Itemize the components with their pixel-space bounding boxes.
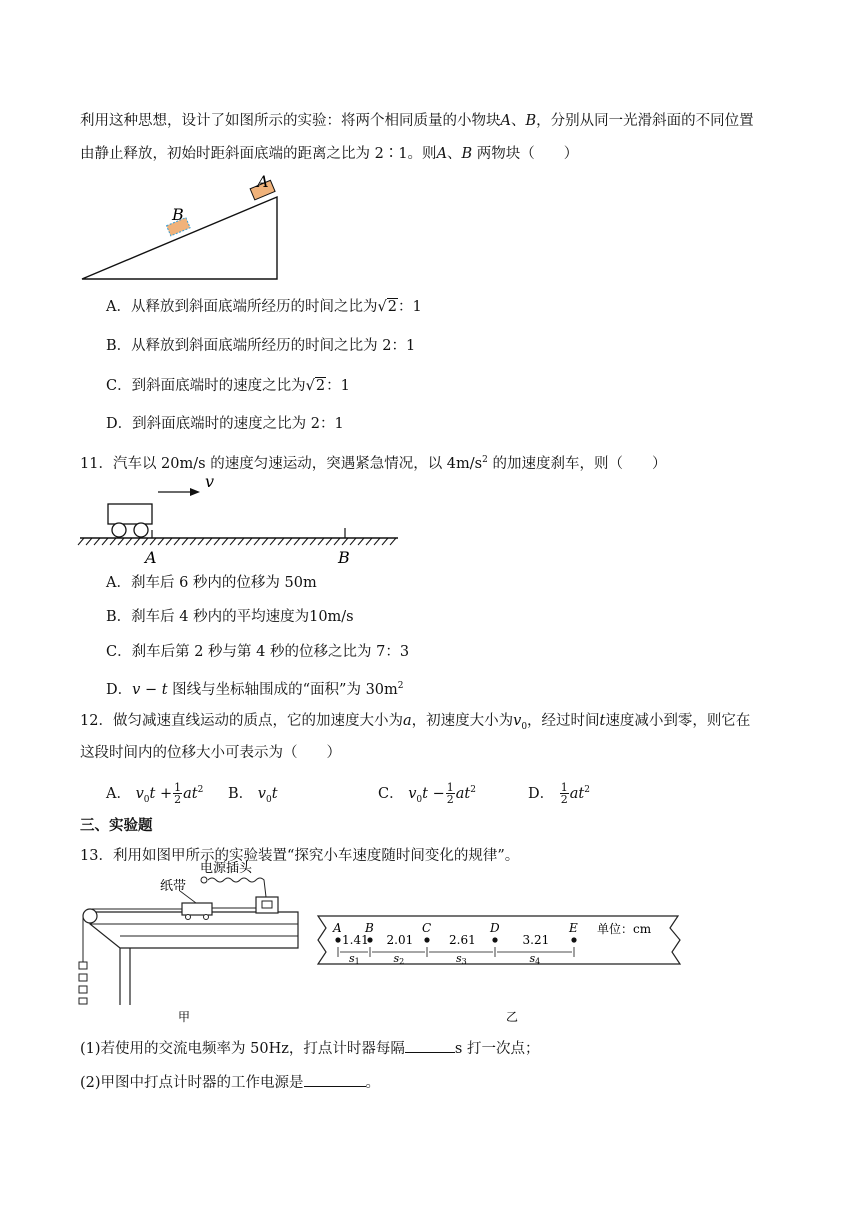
tape-unit: 单位：cm — [597, 922, 652, 936]
q12-optC-math: $v_0t$ − — [408, 785, 445, 805]
q12-optA-label: A． — [106, 785, 131, 802]
answer-blank-1[interactable] — [405, 1038, 455, 1053]
q10-optA-text: A．从释放到斜面底端所经历的时间之比为 — [106, 299, 378, 315]
q12-stem-text-d: 速度减小到零，则它在 — [605, 713, 751, 729]
q10-stem-text: 利用这种思想，设计了如图所示的实验：将两个相同质量的小物块 — [80, 113, 501, 129]
q12-optB-math: $v_0t$ — [257, 786, 278, 805]
q12-optC-label: C． — [378, 785, 404, 802]
q10-optC-suffix: ：1 — [326, 378, 350, 394]
section-title: 三、实验题 — [80, 818, 153, 834]
q11-stem-sup: 2 — [482, 455, 488, 465]
tape-value: 2.01 — [386, 933, 414, 947]
q13-sub1-text: (1)若使用的交流电频率为 50Hz，打点计时器每隔 — [80, 1041, 405, 1057]
q12-option-A[interactable]: A． $v_0t$ + $\frac{1}{2}$ $at^2$ — [106, 781, 204, 807]
q12-var-a: a — [402, 713, 412, 729]
q13-sub1 — [80, 1038, 539, 1059]
segment-label: s4 — [529, 952, 541, 966]
q12-optB-label: B． — [228, 786, 254, 802]
q10-optB-text: B．从释放到斜面底端所经历的时间之比为 2：1 — [106, 338, 416, 354]
q10-optA-suffix: ：1 — [397, 299, 422, 315]
label-paper-tape: 纸带 — [160, 879, 187, 894]
q11-stem-end: 的加速度刹车，则（ ） — [487, 455, 667, 472]
q12-stem-text-c: ，经过时间 — [527, 713, 600, 729]
tape-value: 2.61 — [449, 933, 476, 947]
fig-label-A: A — [145, 548, 157, 567]
q10-line2-end: 两物块（ ） — [472, 146, 579, 162]
fig-label-B: B — [172, 205, 184, 224]
tape-dot-C — [424, 937, 429, 942]
frac-den: 2 — [560, 793, 568, 807]
q12-optD-label: D． — [528, 785, 555, 802]
q10-var-B: B — [525, 113, 537, 129]
q11-optA-text: A．刹车后 6 秒内的位移为 50m — [106, 575, 317, 591]
q13-sub2 — [80, 1072, 380, 1093]
frac-den: 2 — [174, 793, 182, 807]
frac-num: 1 — [446, 781, 454, 795]
q12-var-t: t — [599, 713, 606, 729]
q12-var-v0-sub: 0 — [521, 721, 528, 732]
sqrt-symbol: √2 — [305, 378, 326, 394]
frac-den: 2 — [446, 793, 454, 807]
q11-optC-text: C．刹车后第 2 秒与第 4 秒的位移之比为 7：3 — [106, 644, 410, 660]
q10-var-A: A — [500, 113, 511, 129]
q10-stem-end: ，分别从同一光滑斜面的不同位置 — [536, 113, 754, 129]
tape-point-label-D: D — [490, 921, 500, 935]
q13-sub2-text: (2)甲图中打点计时器的工作电源是 — [80, 1075, 304, 1091]
q13-sub1-end: s 打一次点； — [454, 1041, 540, 1057]
tape-point-label-B: B — [365, 921, 374, 935]
tape-point-label-E: E — [569, 921, 578, 935]
answer-blank-2[interactable] — [304, 1072, 366, 1087]
q12-var-v0: v — [513, 713, 522, 729]
q11-optD-text: 图线与坐标轴围成的“面积”为 30m — [167, 681, 398, 698]
fig-label-A: A — [257, 172, 269, 191]
q10-optD-text: D．到斜面底端时的速度之比为 2：1 — [106, 416, 344, 432]
segment-label: s2 — [393, 952, 405, 966]
tape-point-label-C: C — [422, 921, 432, 935]
segment-label: s1 — [349, 952, 360, 966]
tape-dot-D — [492, 937, 497, 942]
q10-line2-sep: 、 — [447, 146, 462, 162]
tape-value: 1.41 — [342, 933, 369, 947]
frac-num: 1 — [560, 781, 568, 795]
q11-optD-math: v − t — [132, 681, 168, 698]
q11-stem-text: 11．汽车以 20m/s 的速度匀速运动，突遇紧急情况，以 4m/s — [80, 455, 483, 472]
q13-sub2-end: 。 — [365, 1075, 381, 1091]
caption-jia: 甲 — [178, 1010, 191, 1024]
fig-label-v: v — [205, 472, 215, 491]
label-power-plug: 电源插头 — [200, 861, 253, 876]
q11-optD-sup: 2 — [397, 681, 404, 691]
q12-stem-line2-text: 这段时间内的位移大小可表示为（ ） — [80, 745, 341, 761]
q13-stem-text: 13．利用如图甲所示的实验装置“探究小车速度随时间变化的规律”。 — [80, 848, 520, 864]
tape-dot-E — [571, 937, 576, 942]
tape-value: 3.21 — [522, 933, 550, 947]
fig-label-B: B — [338, 548, 350, 567]
caption-yi: 乙 — [506, 1010, 519, 1024]
tape-dot-A — [335, 937, 340, 942]
tape-point-label-A: A — [333, 921, 342, 935]
q12-option-C[interactable]: C． $v_0t$ − $\frac{1}{2}$ $at^2$ — [378, 781, 476, 807]
q10-optC-radicand: 2 — [315, 378, 326, 394]
q10-optA-radicand: 2 — [387, 299, 397, 315]
sqrt-symbol: √2 — [377, 299, 397, 315]
q10-sep: 、 — [510, 113, 526, 129]
q12-option-D[interactable]: D． $\frac{1}{2}$ $at^2$ — [528, 781, 590, 807]
q12-optA-math: $v_0t$ + — [135, 785, 173, 805]
q10-stem-line2-text: 由静止释放，初始时距斜面底端的距离之比为 2∶1。则 — [80, 146, 437, 162]
frac-num: 1 — [174, 781, 182, 795]
q11-optB-text: B．刹车后 4 秒内的平均速度为10m/s — [106, 609, 354, 625]
q10-optC-text: C．到斜面底端时的速度之比为 — [106, 378, 306, 394]
q12-stem-text-b: ，初速度大小为 — [411, 713, 514, 729]
q11-optD-label: D． — [106, 681, 133, 698]
q10-line2-var-A: A — [436, 146, 448, 162]
q10-line2-var-B: B — [461, 146, 473, 162]
q12-stem-text: 12．做匀减速直线运动的质点，它的加速度大小为 — [80, 713, 403, 729]
segment-label: s3 — [456, 952, 467, 966]
